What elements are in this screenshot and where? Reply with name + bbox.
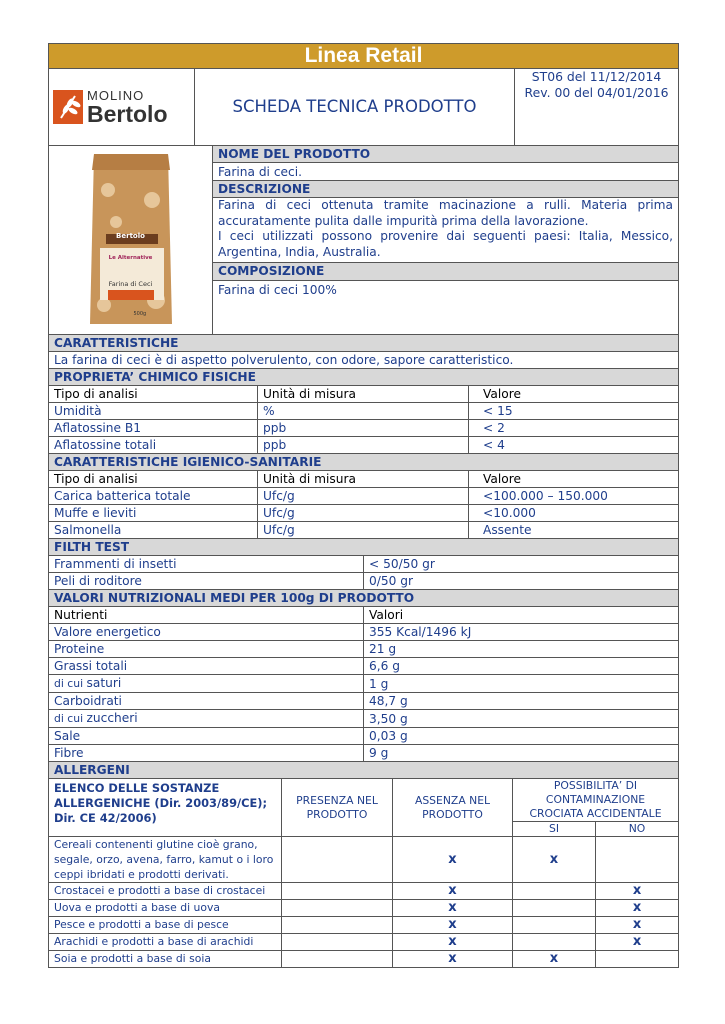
hygiene-col-unit: Unità di misura <box>258 471 469 488</box>
header-table <box>48 43 679 146</box>
logo-line2: Bertolo <box>87 100 168 127</box>
product-name: Farina di ceci. <box>213 163 679 180</box>
allergen-contam-yes <box>513 883 596 900</box>
filth-header: FILTH TEST <box>49 539 679 556</box>
chemical-row-unit: ppb <box>258 420 469 437</box>
allergens-table <box>48 761 679 968</box>
nutrition-sub-prefix: di cui <box>54 712 87 725</box>
nutrition-row-name: Grassi totali <box>49 658 364 675</box>
description-paragraph-2: I ceci utilizzati possono provenire dai seguenti paesi: Italia, Messico, Argentina, India, Australia. <box>218 229 673 259</box>
nutrition-header: VALORI NUTRIZIONALI MEDI PER 100g DI PRODOTTO <box>49 590 679 607</box>
chemical-row-value: < 15 <box>469 403 679 420</box>
nutrition-row-value: 3,50 g <box>364 710 679 728</box>
allergen-contam-no: x <box>596 900 679 917</box>
chemical-col-type: Tipo di analisi <box>49 386 258 403</box>
nutrition-table <box>48 538 679 762</box>
filth-row-value: 0/50 gr <box>364 573 679 590</box>
characteristics-header: CARATTERISTICHE <box>49 335 679 352</box>
hygiene-row-unit: Ufc/g <box>258 505 469 522</box>
hygiene-row-value: <10.000 <box>469 505 679 522</box>
nutrition-sub-name: saturi <box>86 676 122 690</box>
description-paragraph-1: Farina di ceci ottenuta tramite macinazione a rulli. Materia prima accuratamente pulita dalle impurità prima della lavorazione. <box>218 198 673 228</box>
description-cell <box>213 198 679 263</box>
allergen-name: Crostacei e prodotti a base di crostacei <box>49 883 282 900</box>
nutrition-row-name <box>49 675 364 693</box>
allergen-name: Uova e prodotti a base di uova <box>49 900 282 917</box>
chemical-col-unit: Unità di misura <box>258 386 469 403</box>
allergens-col-no: NO <box>596 822 679 837</box>
hygiene-row-unit: Ufc/g <box>258 522 469 539</box>
allergen-name: Cereali contenenti glutine cioè grano, segale, orzo, avena, farro, kamut o i loro ceppi ibridati e prodotti derivati. <box>49 837 282 883</box>
allergen-contam-yes: x <box>513 837 596 883</box>
nutrition-sub-name: zuccheri <box>86 711 138 725</box>
allergen-presence <box>282 934 393 951</box>
allergens-col-contamination: POSSIBILITA’ DI CONTAMINAZIONE CROCIATA ACCIDENTALE <box>513 779 679 822</box>
nutrition-row-value: 9 g <box>364 745 679 762</box>
nutrition-row-value: 0,03 g <box>364 728 679 745</box>
nutrition-row-name: Fibre <box>49 745 364 762</box>
document-title: SCHEDA TECNICA PRODOTTO <box>195 69 515 146</box>
allergen-presence <box>282 837 393 883</box>
revision-ref: Rev. 00 del 04/01/2016 <box>524 85 669 100</box>
nutrition-row-name <box>49 710 364 728</box>
allergens-col-presence: PRESENZA NEL PRODOTTO <box>282 779 393 837</box>
allergen-presence <box>282 883 393 900</box>
bag-weight: 500g <box>133 311 147 317</box>
hygiene-col-value: Valore <box>469 471 679 488</box>
allergen-name: Pesce e prodotti a base di pesce <box>49 917 282 934</box>
logo-cell <box>49 69 195 146</box>
chemical-row-value: < 4 <box>469 437 679 454</box>
allergen-contam-yes <box>513 917 596 934</box>
filth-row-name: Frammenti di insetti <box>49 556 364 573</box>
nutrition-sub-prefix: di cui <box>54 677 87 690</box>
nutrition-row-value: 48,7 g <box>364 693 679 710</box>
company-logo <box>49 69 194 145</box>
hygiene-row-type: Carica batterica totale <box>49 488 258 505</box>
characteristics-text: La farina di ceci è di aspetto polverulento, con odore, sapore caratteristico. <box>49 352 679 369</box>
allergen-absence: x <box>393 934 513 951</box>
composition-header: COMPOSIZIONE <box>213 263 679 280</box>
nutrition-row-value: 1 g <box>364 675 679 693</box>
allergen-absence: x <box>393 883 513 900</box>
product-name-header: NOME DEL PRODOTTO <box>213 146 679 163</box>
hygiene-col-type: Tipo di analisi <box>49 471 258 488</box>
hygiene-row-value: Assente <box>469 522 679 539</box>
hygiene-row-unit: Ufc/g <box>258 488 469 505</box>
allergen-contam-no: x <box>596 883 679 900</box>
chemical-row-type: Aflatossine B1 <box>49 420 258 437</box>
tech-sheet <box>48 43 678 968</box>
allergen-contam-no <box>596 951 679 968</box>
allergen-contam-no: x <box>596 917 679 934</box>
product-table <box>48 145 679 335</box>
filth-row-name: Peli di roditore <box>49 573 364 590</box>
allergen-presence <box>282 917 393 934</box>
allergens-col-absence: ASSENZA NEL PRODOTTO <box>393 779 513 837</box>
allergen-absence: x <box>393 951 513 968</box>
allergen-absence: x <box>393 837 513 883</box>
chemical-row-value: < 2 <box>469 420 679 437</box>
allergen-contam-no: x <box>596 934 679 951</box>
revision-cell <box>515 69 679 146</box>
product-image-cell <box>49 146 213 335</box>
analysis-table <box>48 334 679 539</box>
allergen-contam-yes <box>513 900 596 917</box>
description-header: DESCRIZIONE <box>213 180 679 197</box>
hygiene-row-value: <100.000 – 150.000 <box>469 488 679 505</box>
bag-brand: Bertolo <box>116 232 145 240</box>
allergen-contam-yes: x <box>513 951 596 968</box>
hygiene-row-type: Muffe e lieviti <box>49 505 258 522</box>
document-ref: ST06 del 11/12/2014 <box>531 69 662 84</box>
nutrition-row-name: Valore energetico <box>49 624 364 641</box>
allergen-presence <box>282 900 393 917</box>
product-package-image <box>86 150 176 328</box>
nutrition-row-name: Sale <box>49 728 364 745</box>
bag-product-name: Farina di Ceci <box>108 280 153 288</box>
nutrition-col-value: Valori <box>364 607 679 624</box>
bag-line: Le Alternative <box>108 255 153 261</box>
banner-title: Linea Retail <box>49 44 679 69</box>
chemical-row-type: Aflatossine totali <box>49 437 258 454</box>
filth-row-value: < 50/50 gr <box>364 556 679 573</box>
nutrition-row-name: Carboidrati <box>49 693 364 710</box>
nutrition-row-value: 355 Kcal/1496 kJ <box>364 624 679 641</box>
nutrition-row-value: 21 g <box>364 641 679 658</box>
hygiene-header: CARATTERISTICHE IGIENICO-SANITARIE <box>49 454 679 471</box>
hygiene-row-type: Salmonella <box>49 522 258 539</box>
allergen-contam-yes <box>513 934 596 951</box>
nutrition-row-name: Proteine <box>49 641 364 658</box>
chemical-col-value: Valore <box>469 386 679 403</box>
chemical-header: PROPRIETA’ CHIMICO FISICHE <box>49 369 679 386</box>
allergen-presence <box>282 951 393 968</box>
chemical-row-unit: ppb <box>258 437 469 454</box>
nutrition-col-nutrient: Nutrienti <box>49 607 364 624</box>
wheat-logo-icon <box>53 90 83 124</box>
allergen-name: Soia e prodotti a base di soia <box>49 951 282 968</box>
allergen-absence: x <box>393 900 513 917</box>
allergen-absence: x <box>393 917 513 934</box>
nutrition-row-value: 6,6 g <box>364 658 679 675</box>
allergens-col-list: ELENCO DELLE SOSTANZE ALLERGENICHE (Dir. 2003/89/CE); Dir. CE 42/2006) <box>49 779 282 837</box>
allergen-contam-no <box>596 837 679 883</box>
chemical-row-type: Umidità <box>49 403 258 420</box>
allergens-header: ALLERGENI <box>49 762 679 779</box>
chemical-row-unit: % <box>258 403 469 420</box>
composition-value: Farina di ceci 100% <box>213 280 679 334</box>
logo-line1: MOLINO <box>87 87 145 103</box>
allergens-col-yes: SI <box>513 822 596 837</box>
allergen-name: Arachidi e prodotti a base di arachidi <box>49 934 282 951</box>
